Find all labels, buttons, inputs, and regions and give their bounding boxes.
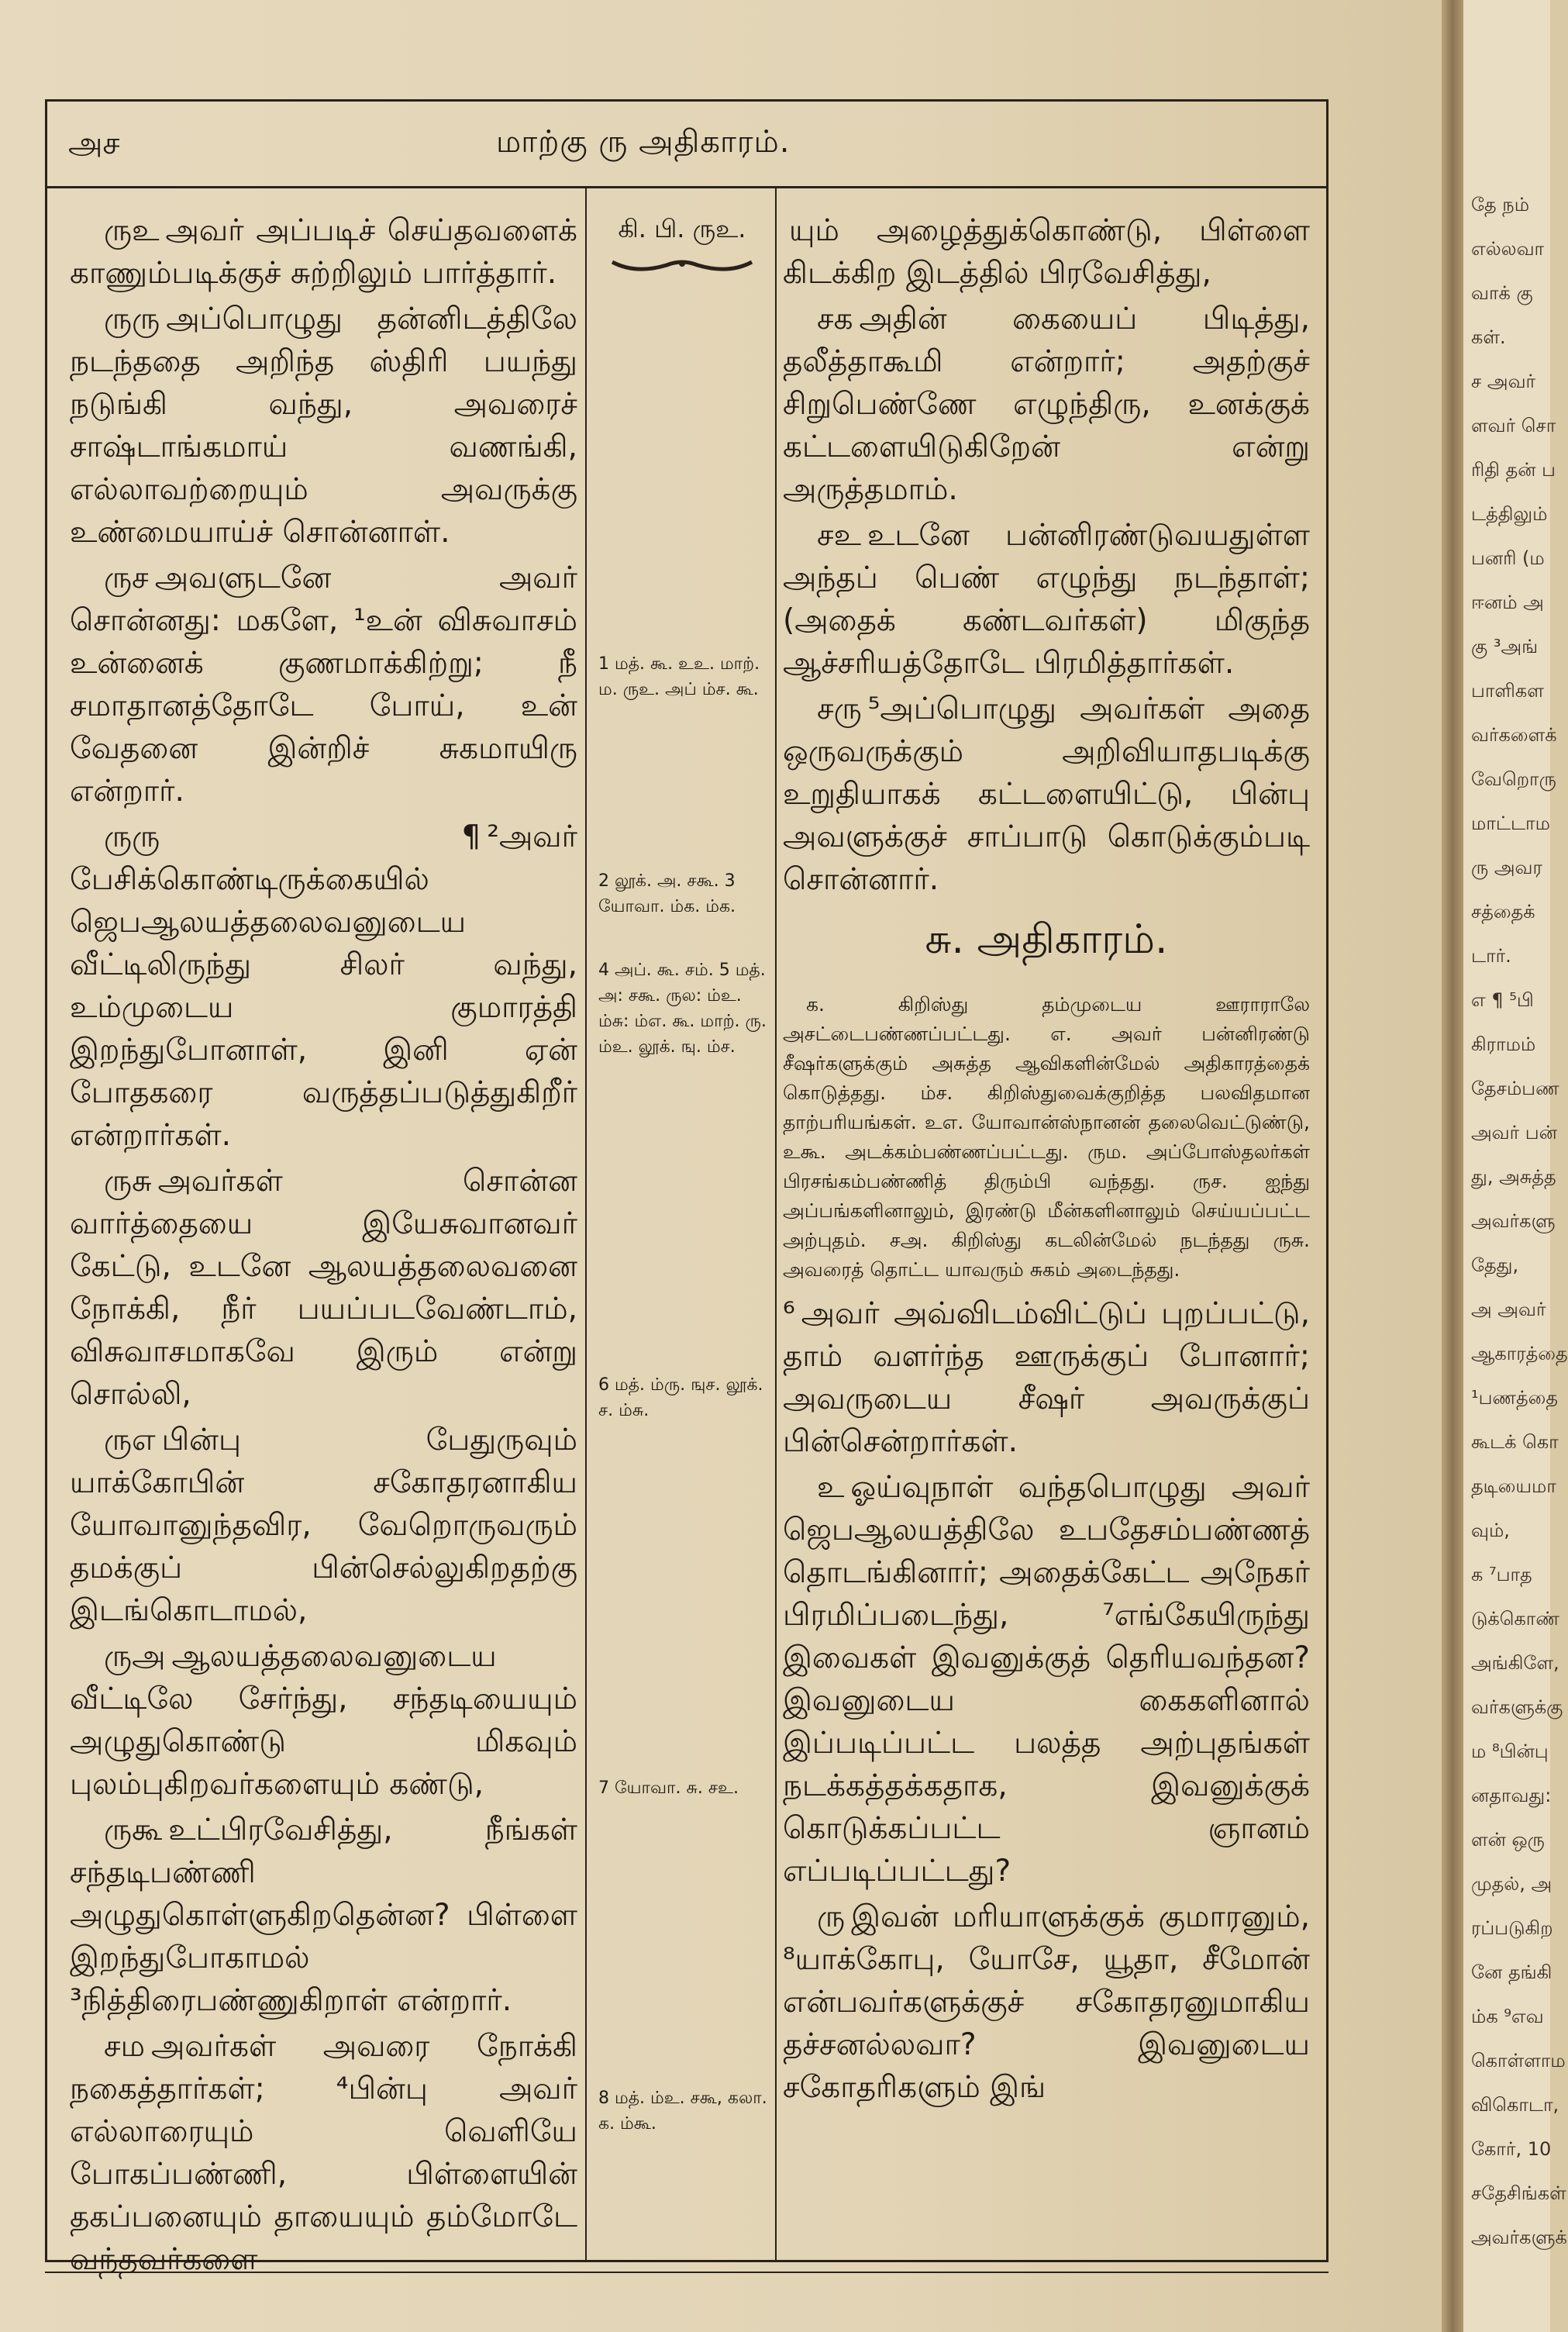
verse [70, 1809, 577, 2022]
facing-page-fragment: னே தங்கி [1471, 1961, 1552, 1983]
facing-page-fragment: தேசம்பண [1471, 1078, 1559, 1099]
verse-text: உட்பிரவேசித்து, நீங்கள் சந்தடிபண்ணி அழுதுகொள்ளுகிறதென்ன? பிள்ளை இறந்துபோகாமல் ³நித்திரைபண்ணுகிறாள் என்றார். [70, 1813, 577, 2018]
verse [783, 1466, 1310, 1892]
verse-text: ²அவர் பேசிக்கொண்டிருக்கையில் ஜெபஆலயத்தலைவனுடைய வீட்டிலிருந்து சிலர் வந்து, உம்முடைய குமாரத்தி இறந்துபோனாள், இனி ஏன் போதகரை வருத்தப்படுத்துகிறீர் என்றார்கள். [70, 819, 577, 1153]
cross-reference: 6 மத். ம்ரு. ஙுச. லூக். ச. ம்சு. [598, 1375, 763, 1420]
facing-page-fragment: ளவர் சொ [1471, 415, 1556, 436]
facing-page-fragment: சத்தைக் [1471, 901, 1535, 923]
facing-page-fragment: ஈனம் அ [1471, 592, 1544, 613]
verse [70, 557, 577, 812]
facing-page-fragment: வாக் கு [1471, 282, 1533, 304]
verse-number: சக [817, 302, 853, 336]
verse-number: சஉ [817, 518, 861, 553]
verse-text: அவர்கள் அவரை நோக்கி நகைத்தார்கள்; ⁴பின்பு அவர் எல்லாரையும் வெளியே போகப்பண்ணி, பிள்ளையின் தகப்பனையும் தாயையும் தம்மோடே வந்தவர்களை [70, 2029, 577, 2277]
facing-page-fragment: ம ⁸பின்பு [1471, 1740, 1549, 1762]
facing-page-fragment: ச அவர் [1471, 371, 1536, 392]
verse [783, 514, 1310, 685]
facing-page-fragment: ஆகாரத்தை [1471, 1343, 1568, 1364]
verse-number: ருஎ [104, 1423, 156, 1458]
verse-number: ருசு [104, 1164, 152, 1199]
facing-page-fragment: டார். [1471, 945, 1511, 967]
facing-page-fragment: ரு அவர [1471, 857, 1542, 878]
facing-page-fragment: முதல், அ [1471, 1873, 1552, 1895]
verse-text: ⁵அப்பொழுது அவர்கள் அதை ஒருவருக்கும் அறிவியாதபடிக்கு உறுதியாகக் கட்டளையிட்டு, பின்பு அவளுக்குச் சாப்பாடு கொடுக்கும்படி சொன்னார். [783, 692, 1310, 897]
chapter-heading: சு. அதிகாரம். [925, 916, 1168, 963]
facing-page-fragment: தடியைமா [1471, 1475, 1556, 1497]
verse [70, 209, 577, 295]
verse-text: அவளுடனே அவர் சொன்னது: மகளே, ¹உன் விசுவாசம் உன்னைக் குணமாக்கிற்று; நீ சமாதானத்தோடே போய், உன் வேதனை இன்றிச் சுகமாயிரு என்றார். [70, 561, 577, 809]
ornament-flourish-icon [605, 253, 760, 276]
facing-page-fragment: கொள்ளாம [1471, 2050, 1566, 2072]
cross-reference: 4 அப். கூ. சம். 5 மத். அ: சகூ. ருல: ம்உ. ம்சு: ம்எ. கூ. மாற். ரு. ம்உ. லூக். ஙு. ம்ச. [598, 961, 767, 1057]
year-heading: கி. பி. ருஉ. [618, 214, 746, 243]
verse [70, 816, 577, 1157]
facing-page-fragment: விகொடா, [1471, 2094, 1559, 2116]
cross-reference-column [589, 209, 775, 2134]
facing-page-fragment: தேது, [1471, 1254, 1519, 1276]
facing-page-fragment: மாட்டாம [1471, 812, 1550, 834]
facing-page-fragment: அவர்களு [1471, 1210, 1556, 1232]
facing-page-fragment: எல்லவா [1471, 238, 1545, 260]
facing-page-fragment: க ⁷பாத [1471, 1564, 1532, 1585]
facing-page-fragment: கு ³அங் [1471, 636, 1539, 657]
header-rule [45, 186, 1328, 188]
verse-number: சம [104, 2029, 145, 2064]
facing-page-fragment: எ ¶ ⁵பி [1471, 989, 1534, 1011]
facing-page-fragment: ரப்படுகிற [1471, 1917, 1553, 1939]
column-rule-left [585, 188, 587, 2262]
facing-page-fragment: ம்க ⁹எவ [1471, 2006, 1544, 2027]
facing-page-fragment: அவர் பன் [1471, 1122, 1557, 1144]
verse-text: ஆலயத்தலைவனுடைய வீட்டிலே சேர்ந்து, சந்தடியையும் அழுதுகொண்டு மிகவும் புலம்புகிறவர்களையும் கண்டு, [70, 1639, 577, 1802]
verse-text: அவர்கள் சொன்ன வார்த்தையை இயேசுவானவர் கேட்டு, உடனே ஆலயத்தலைவனை நோக்கி, நீர் பயப்படவேண்டாம், விசுவாசமாகவே இரும் என்று சொல்லி, [70, 1164, 577, 1412]
verse-text: அதின் கையைப் பிடித்து, தலீத்தாகூமி என்றார்; அதற்குச் சிறுபெண்ணே எழுந்திரு, உனக்குக் கட்டளையிடுகிறேன் என்று அருத்தமாம். [783, 302, 1310, 507]
verse [783, 1896, 1310, 2109]
verse-text: உடனே பன்னிரண்டுவயதுள்ள அந்தப் பெண் எழுந்து நடந்தாள்; (அதைக் கண்டவர்கள்) மிகுந்த ஆச்சரியத்தோடே பிரமித்தார்கள். [783, 518, 1310, 681]
verse-number: ருரு ¶ [104, 819, 481, 854]
right-text-column [783, 209, 1310, 2112]
facing-page-fragment: அ அவர் [1471, 1299, 1546, 1320]
verse [70, 2025, 577, 2281]
verse-number: உ [817, 1470, 845, 1505]
facing-page-fragment: டத்திலும் [1471, 503, 1548, 525]
verse [70, 1419, 577, 1632]
verse-number: ரு [817, 1899, 846, 1934]
facing-page-fragment: ளன் ஒரு [1471, 1829, 1545, 1851]
chapter-summary: க. கிறிஸ்து தம்முடைய ஊராராலே அசட்டைபண்ணப்பட்டது. எ. அவர் பன்னிரண்டு சீஷர்களுக்கும் அசுத்த ஆவிகளின்மேல் அதிகாரத்தைக் கொடுத்தது. ம்ச. கிறிஸ்துவைக்குறித்த பலவிதமான தாற்பரியங்கள். உஎ. யோவான்ஸ்நானன் தலைவெட்டுண்டு, உகூ. அடக்கம்பண்ணப்பட்டது. ரும. அப்போஸ்தலர்கள் பிரசங்கம்பண்ணித் திரும்பி வந்தது. ருச. ஐந்து அப்பங்களினாலும், இரண்டு மீன்களினாலும் செய்யப்பட்ட அற்புதம். சஅ. கிறிஸ்து கடலின்மேல் நடந்தது ருசு. அவரைத் தொட்ட யாவரும் சுகம் அடைந்தது. [783, 993, 1310, 1281]
verse [783, 298, 1310, 511]
cross-reference: 7 யோவா. சு. சஉ. [598, 1778, 739, 1798]
facing-page-fragment: பாளிகள [1471, 680, 1544, 702]
facing-page-fragment: பனரி (ம [1471, 547, 1545, 569]
facing-page-fragment: டுக்கொண் [1471, 1608, 1559, 1630]
verse-text: அவர் அவ்விடம்விட்டுப் புறப்பட்டு, தாம் வளர்ந்த ஊருக்குப் போனார்; அவருடைய சீஷர் அவருக்குப் பின்சென்றார்கள். [783, 1296, 1310, 1459]
book-gutter [1442, 0, 1463, 2332]
verse-number: ருரு [104, 302, 160, 336]
verse-number: சரு [817, 692, 862, 726]
facing-page-fragment: அங்கிளே, [1471, 1652, 1559, 1674]
verse [70, 1160, 577, 1416]
verse-text: இவன் மரியாளுக்குக் குமாரனும், ⁸யாக்கோபு, யோசே, யூதா, சீமோன் என்பவர்களுக்குச் சகோதரனுமாகிய தச்சனல்லவா? இவனுடைய சகோதரிகளும் இங் [783, 1899, 1310, 2105]
verse-number: ⁶ [783, 1296, 795, 1331]
facing-page-fragment: கூடக் கொ [1471, 1431, 1559, 1453]
verse [783, 688, 1310, 901]
verse-text: பின்பு பேதுருவும் யாக்கோபின் சகோதரனாகிய யோவானுந்தவிர, வேறொருவரும் தமக்குப் பின்செல்லுகிறதற்கு இடங்கொடாமல், [70, 1423, 577, 1628]
facing-page-fragment: வர்களுக்கு [1471, 1696, 1563, 1718]
cross-reference: 8 மத். ம்உ. சகூ, கலா. க. ம்கூ. [598, 2089, 767, 2134]
facing-page-fragment: சதேசிங்கள் [1471, 2182, 1566, 2204]
verse-number: ருகூ [104, 1813, 163, 1847]
facing-page-fragment: ரிதி தன் ப [1471, 459, 1556, 481]
verse [783, 1292, 1310, 1463]
facing-page-fragment: ¹பணத்தை [1471, 1387, 1558, 1409]
facing-page-fragment: அவர்களுக் [1471, 2227, 1567, 2248]
verse-text: ஓய்வுநாள் வந்தபொழுது அவர் ஜெபஆலயத்திலே உபதேசம்பண்ணத் தொடங்கினார்; அதைக்கேட்ட அநேகர் பிரமிப்படைந்து, ⁷எங்கேயிருந்து இவைகள் இவனுக்குத் தெரியவந்தன? இவனுடைய கைகளினால் இப்படிப்பட்ட பலத்த அற்புதங்கள் நடக்கத்தக்கதாக, இவனுக்குக் கொடுக்கப்பட்ட ஞானம் எப்படிப்பட்டது? [783, 1470, 1310, 1889]
facing-page-fragment: வும், [1471, 1520, 1510, 1541]
facing-page-fragment: தே நம் [1471, 194, 1530, 216]
verse-number: ருஉ [104, 213, 160, 248]
facing-page-fragment: வேறொரு [1471, 768, 1556, 790]
facing-page-fragment: கோர், 10 [1471, 2138, 1552, 2160]
cross-reference: 1 மத். கூ. உஉ. மாற். ம. ருஉ. அப் ம்ச. கூ. [598, 654, 760, 699]
facing-page-fragment: கிராமம் [1471, 1033, 1536, 1055]
facing-page-fragment: வர்களைக் [1471, 724, 1557, 746]
verse [70, 1635, 577, 1806]
cross-reference: 2 லூக். அ. சகூ. 3 யோவா. ம்க. ம்க. [598, 871, 736, 916]
verse-text: யும் அழைத்துக்கொண்டு, பிள்ளை கிடக்கிற இடத்தில் பிரவேசித்து, [783, 213, 1310, 291]
verse [70, 298, 577, 554]
facing-page-fragment: து, அசுத்த [1471, 1166, 1556, 1188]
verse-number: ருஅ [104, 1639, 166, 1674]
verse-text: அப்பொழுது தன்னிடத்திலே நடந்ததை அறிந்த ஸ்திரி பயந்து நடுங்கி வந்து, அவரைச் சாஷ்டாங்கமாய் வணங்கி, எல்லாவற்றையும் அவருக்கு உண்மையாய்ச் சொன்னாள். [70, 302, 577, 550]
left-text-column [70, 209, 577, 2284]
facing-page-fragment: கள். [1471, 326, 1506, 348]
facing-page-edge [1463, 0, 1568, 2332]
verse [783, 209, 1310, 295]
verse-text: அவர் அப்படிச் செய்தவளைக் காணும்படிக்குச் சுற்றிலும் பார்த்தார். [70, 213, 577, 291]
page-folio-number: அச [68, 126, 120, 161]
running-title: மாற்கு ரு அதிகாரம். [496, 124, 791, 160]
column-rule-right [775, 188, 777, 2262]
facing-page-fragment: னதாவது: [1471, 1785, 1552, 1806]
verse-number: ருச [104, 561, 149, 595]
